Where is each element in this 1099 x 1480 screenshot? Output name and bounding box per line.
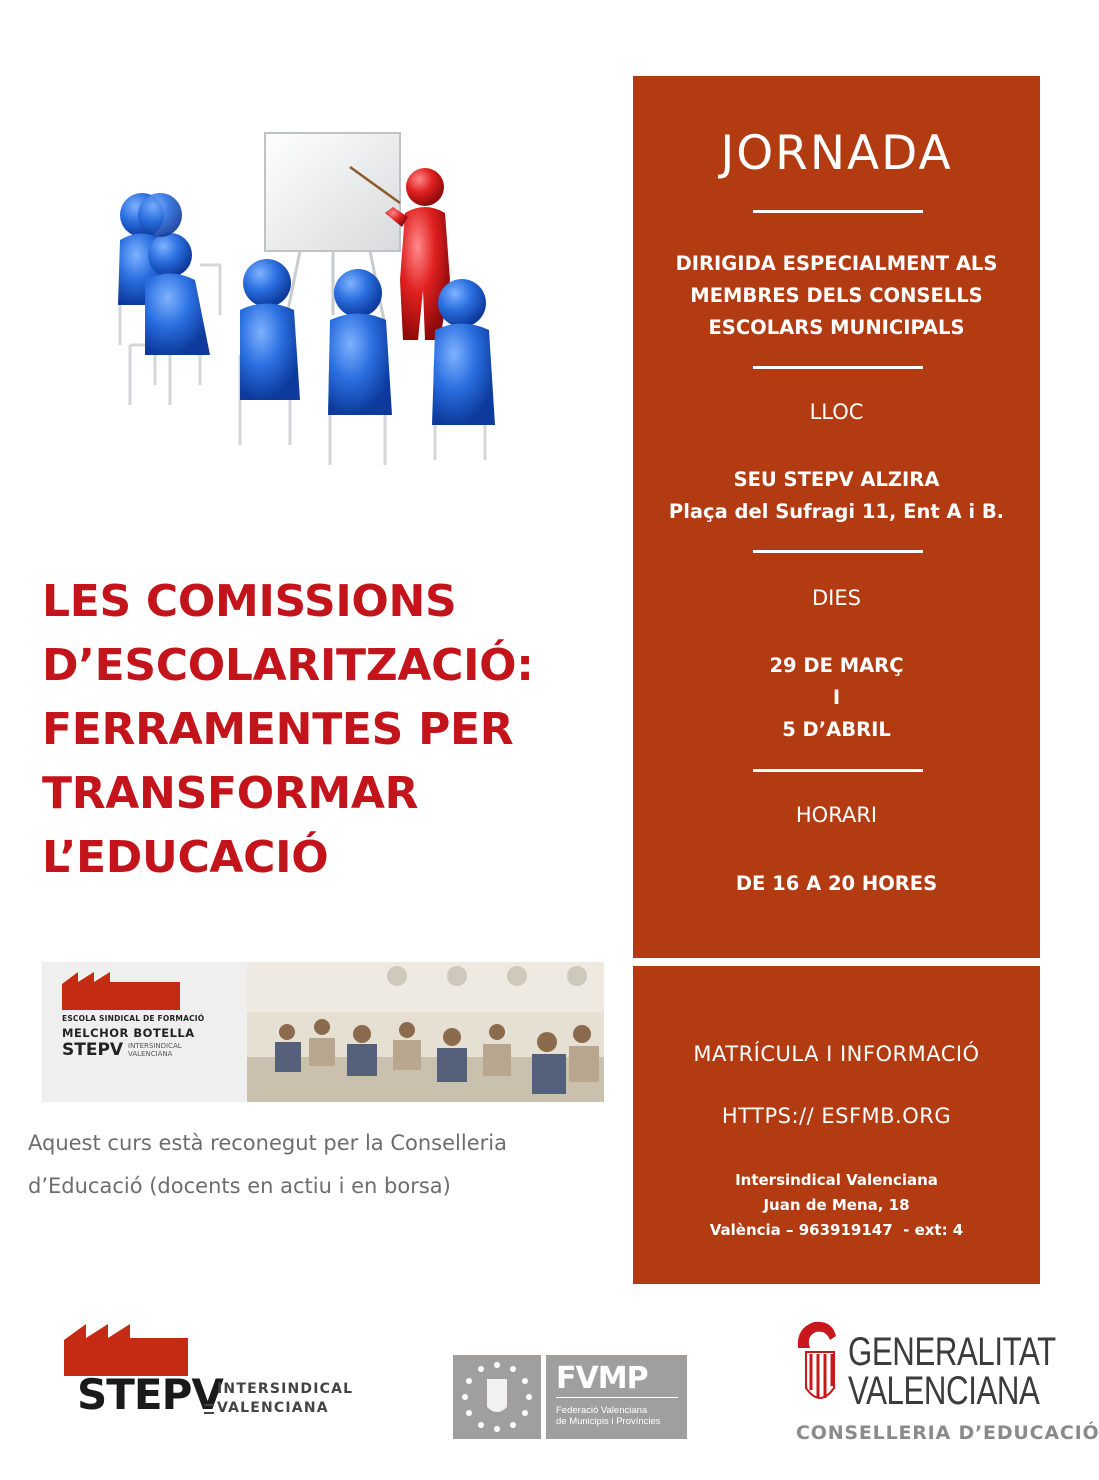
fvmp-acronym: FVMP: [556, 1361, 648, 1396]
audience-line: MEMBRES DELS CONSELLS: [690, 284, 983, 307]
enrolment-url[interactable]: HTTPS:// ESFMB.ORG: [721, 1104, 952, 1128]
generalitat-logo: [790, 1318, 1099, 1458]
day-line: 29 DE MARÇ: [769, 654, 904, 677]
stepv-logo: [55, 1322, 355, 1432]
contact-block: [633, 1168, 1040, 1243]
recognition-line: Aquest curs està reconegut per la Conselleria: [28, 1131, 507, 1155]
equals-icon: [204, 1404, 214, 1414]
place-block: [633, 464, 1040, 528]
divider: [556, 1397, 678, 1398]
fvmp-wordmark: [546, 1355, 687, 1439]
title-line: TRANSFORMAR: [42, 768, 419, 819]
contact-phone: València – 963919147 - ext: 4: [709, 1221, 964, 1239]
divider: [753, 550, 923, 553]
audience-line: DIRIGIDA ESPECIALMENT ALS: [675, 252, 998, 275]
place-line: SEU STEPV ALZIRA: [733, 468, 940, 491]
course-title: [42, 570, 622, 890]
schedule-value: DE 16 A 20 HORES: [735, 872, 938, 895]
title-line: LES COMISSIONS: [42, 576, 457, 627]
enrolment-label: MATRÍCULA I INFORMACIÓ: [693, 1042, 980, 1066]
fvmp-line: de Municipis i Províncies: [556, 1416, 661, 1427]
title-line: FERRAMENTES PER: [42, 704, 514, 755]
schedule-label: HORARI: [795, 803, 878, 827]
contact-address: Juan de Mena, 18: [763, 1196, 910, 1214]
contact-org: Intersindical Valenciana: [735, 1171, 938, 1189]
enrolment-panel: [633, 966, 1040, 1284]
days-label: DIES: [812, 586, 861, 610]
school-photo-banner: [42, 962, 604, 1102]
event-info-panel: [633, 76, 1040, 958]
divider: [753, 366, 923, 369]
day-line: 5 D’ABRIL: [782, 718, 891, 741]
title-line: D’ESCOLARITZACIÓ:: [42, 640, 534, 691]
place-line: Plaça del Sufragi 11, Ent A i B.: [668, 500, 1005, 523]
day-line: I: [832, 686, 841, 709]
divider: [753, 769, 923, 772]
fvmp-line: Federació Valenciana: [556, 1405, 648, 1416]
panel-heading: JORNADA: [720, 126, 953, 181]
stepv-sub: INTERSINDICAL: [217, 1381, 354, 1397]
banner-union: STEPV: [62, 1040, 124, 1060]
banner-union-sub: INTERSINDICAL VALENCIANA: [128, 1042, 182, 1058]
escola-sindical-logo: [42, 962, 247, 1102]
divider: [753, 210, 923, 213]
stepv-sub: VALENCIANA: [217, 1400, 329, 1416]
recognition-note: [28, 1122, 628, 1208]
banner-school-line: ESCOLA SINDICAL DE FORMACIÓ: [62, 1014, 205, 1023]
coat-of-arms-icon: [792, 1318, 844, 1414]
days-block: [633, 650, 1040, 746]
gva-department: CONSELLERIA D’EDUCACIÓ: [796, 1422, 1099, 1444]
place-label: LLOC: [809, 400, 864, 424]
recognition-line: d’Educació (docents en actiu i en borsa): [28, 1174, 451, 1198]
banner-school-name: MELCHOR BOTELLA: [62, 1026, 195, 1040]
stepv-word: STEPV: [77, 1370, 223, 1419]
flag-stripes-icon: [60, 970, 190, 1014]
gva-line: GENERALITAT: [848, 1330, 1056, 1374]
fvmp-logo: [453, 1355, 687, 1439]
classroom-photo: [247, 962, 604, 1102]
title-line: L’EDUCACIÓ: [42, 832, 329, 883]
fvmp-seal-icon: [453, 1355, 541, 1439]
audience-line: ESCOLARS MUNICIPALS: [708, 316, 965, 339]
gva-line: VALENCIANA: [848, 1369, 1040, 1413]
audience-block: [633, 248, 1040, 344]
classroom-illustration: [100, 115, 600, 515]
